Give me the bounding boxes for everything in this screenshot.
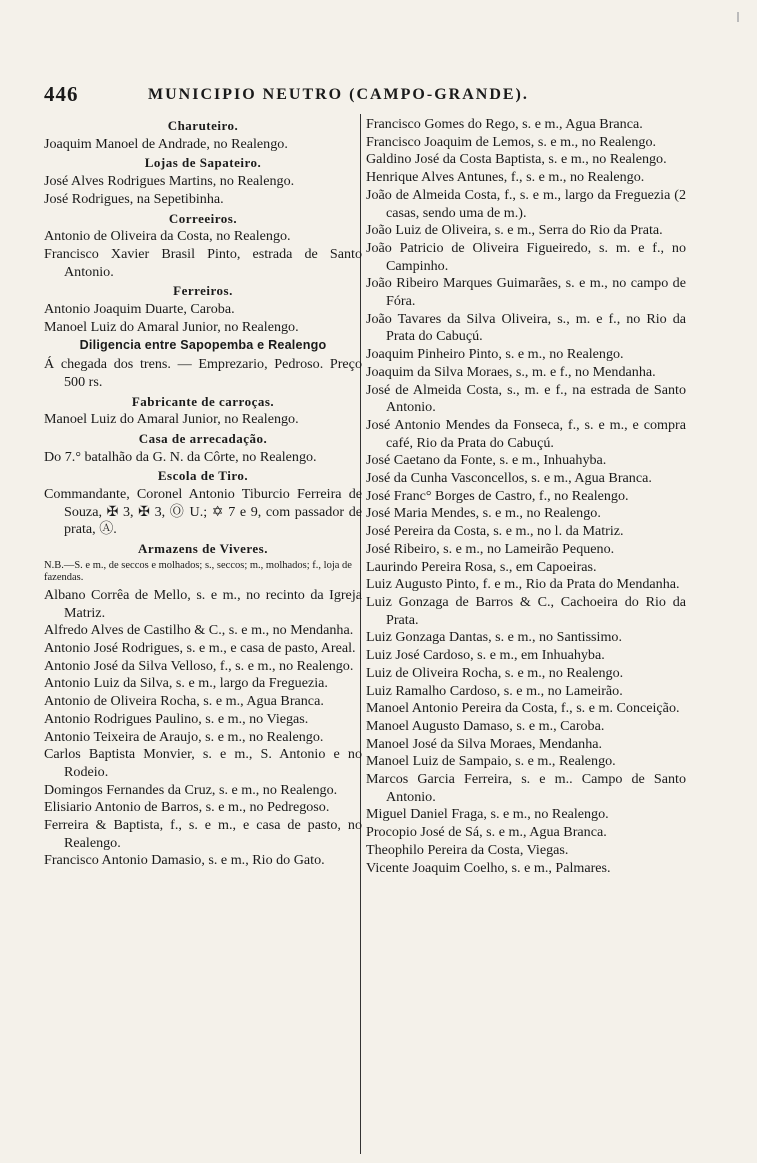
page-title: MUNICIPIO NEUTRO (CAMPO-GRANDE). [148,86,529,103]
section-heading: Casa de arrecadação. [138,430,268,446]
directory-entry: Antonio Rodrigues Paulino, s. e m., no Viegas. [44,710,309,727]
directory-entry: José Ribeiro, s. e m., no Lameirão Pequeno. [366,540,615,557]
directory-entry: Antonio de Oliveira da Costa, no Realengo. [44,228,291,245]
directory-entry: José Alves Rodrigues Martins, no Realengo. [44,173,295,190]
directory-entry: Manoel Antonio Pereira da Costa, f., s. e m. Conceição. [366,700,680,717]
directory-entry: João Luiz de Oliveira, s. e m., Serra do Rio da Prata. [366,222,663,239]
section-heading: Charuteiro. [167,118,239,133]
directory-entry: Laurindo Pereira Rosa, s., em Capoeiras. [366,558,597,575]
directory-entry: Ferreira & Baptista, f., s. e m., e casa de pasto, no Realengo. [44,817,362,851]
directory-entry: Luiz Gonzaga de Barros & C., Cachoeira do Rio da Prata. [366,593,686,628]
directory-entry: Alfredo Alves de Castilho & C., s. e m., no Mendanha. [44,622,354,639]
section-heading: Fabricante de carroças. [131,393,275,409]
section-heading: Correeiros. [168,210,238,226]
section-heading: Ferreiros. [173,283,233,299]
directory-entry: Manoel Luiz do Amaral Junior, no Realengo. [44,411,299,428]
directory-entry: Luiz Augusto Pinto, f. e m., Rio da Prata do Mendanha. [366,576,680,593]
directory-entry: Antonio de Oliveira Rocha, s. e m., Agua Branca. [44,693,324,710]
directory-entry: Francisco Antonio Damasio, s. e m., Rio do Gato. [44,852,325,869]
directory-entry: Antonio José da Silva Velloso, f., s. e m., no Realengo. [44,657,354,674]
directory-entry: José da Cunha Vasconcellos, s. e m., Agua Branca. [366,470,652,487]
directory-entry: José Caetano da Fonte, s. e m., Inhuahyba. [366,452,607,469]
directory-entry: Galdino José da Costa Baptista, s. e m., no Realengo. [366,151,667,168]
directory-entry: Manoel José da Silva Moraes, Mendanha. [366,735,603,752]
left-column [44,116,362,870]
section-heading: Escola de Tiro. [157,468,249,484]
directory-entry: José Pereira da Costa, s. e m., no l. da Matriz. [366,523,624,540]
directory-entry: Albano Corrêa de Mello, s. e m., no recinto da Igreja Matriz. [44,586,362,621]
directory-entry: Elisiario Antonio de Barros, s. e m., no Pedregoso. [44,799,330,816]
directory-entry: Procopio José de Sá, s. e m., Agua Branca. [366,824,607,841]
section-heading: Armazens de Viveres. [138,541,268,557]
directory-entry: João Tavares da Silva Oliveira, s., m. e f., no Rio da Prata do Cabuçú. [366,310,686,345]
directory-entry: Vicente Joaquim Coelho, s. e m., Palmares. [366,859,611,876]
directory-entry: Luiz Gonzaga Dantas, s. e m., no Santissimo. [366,629,622,646]
directory-entry: Domingos Fernandes da Cruz, s. e m., no Realengo. [44,781,338,798]
directory-entry: Manoel Luiz de Sampaio, s. e m., Realengo. [366,753,616,770]
directory-entry: João Ribeiro Marques Guimarães, s. e m., no campo de Fóra. [366,275,686,310]
directory-entry: Carlos Baptista Monvier, s. e m., S. Antonio e no Rodeio. [44,746,362,780]
directory-entry: Antonio Teixeira de Araujo, s. e m., no Realengo. [44,728,324,745]
directory-entry: Francisco Joaquim de Lemos, s. e m., no Realengo. [366,133,657,150]
directory-entry: Á chegada dos trens. — Emprezario, Pedroso. Preço 500 rs. [44,356,362,390]
directory-entry: Antonio José Rodrigues, s. e m., e casa de pasto, Areal. [44,639,356,656]
page-header [44,82,704,108]
directory-entry: Miguel Daniel Fraga, s. e m., no Realengo. [366,806,609,823]
directory-entry: Luiz José Cardoso, s. e m., em Inhuahyba. [366,647,605,664]
directory-entry: João de Almeida Costa, f., s. e m., largo da Freguezia (2 casas, sendo uma de m.). [366,186,686,221]
directory-entry: Manoel Augusto Damaso, s. e m., Caroba. [366,717,605,734]
directory-entry: José de Almeida Costa, s., m. e f., na estrada de Santo Antonio. [366,381,686,416]
section-heading: Lojas de Sapateiro. [144,155,262,171]
directory-entry: Joaquim Manoel de Andrade, no Realengo. [44,135,288,152]
section-heading: Diligencia entre Sapopemba e Realengo [79,338,327,353]
directory-entry: João Patricio de Oliveira Figueiredo, s. m. e f., no Campinho. [366,239,686,274]
directory-entry: Theophilo Pereira da Costa, Viegas. [366,841,569,858]
directory-entry: Antonio Luiz da Silva, s. e m., largo da Freguezia. [44,675,328,692]
page-number: 446 [44,82,79,106]
directory-entry: Joaquim Pinheiro Pinto, s. e m., no Realengo. [366,346,624,363]
paper-mark [737,12,739,22]
directory-entry: José Franc° Borges de Castro, f., no Realengo. [366,487,629,504]
directory-entry: Henrique Alves Antunes, f., s. e m., no Realengo. [366,169,645,186]
directory-entry: José Rodrigues, na Sepetibinha. [44,190,224,207]
directory-entry: Francisco Xavier Brasil Pinto, estrada de Santo Antonio. [44,245,362,280]
directory-entry: Antonio Joaquim Duarte, Caroba. [44,301,235,318]
abbreviation-note: N.B.—S. e m., de seccos e molhados; s., seccos; m., molhados; f., loja de fazendas. [44,559,352,584]
directory-entry: Manoel Luiz do Amaral Junior, no Realengo. [44,318,299,335]
directory-entry: José Antonio Mendes da Fonseca, f., s. e m., e compra café, Rio da Prata do Cabuçú. [366,416,686,451]
directory-entry: Do 7.° batalhão da G. N. da Côrte, no Realengo. [44,448,317,465]
right-column [366,116,686,877]
directory-entry: Commandante, Coronel Antonio Tiburcio Ferreira de Souza, ✠ 3, ✠ 3, Ⓞ U.; ✡ 7 e 9, com passador de prata, Ⓐ. [44,486,362,538]
directory-entry: Francisco Gomes do Rego, s. e m., Agua Branca. [366,116,643,132]
directory-entry: Luiz de Oliveira Rocha, s. e m., no Realengo. [366,664,624,681]
directory-entry: José Maria Mendes, s. e m., no Realengo. [366,505,601,522]
directory-entry: Luiz Ramalho Cardoso, s. e m., no Lameirão. [366,682,623,699]
directory-entry: Joaquim da Silva Moraes, s., m. e f., no Mendanha. [366,363,656,380]
directory-entry: Marcos Garcia Ferreira, s. e m.. Campo de Santo Antonio. [366,771,686,805]
